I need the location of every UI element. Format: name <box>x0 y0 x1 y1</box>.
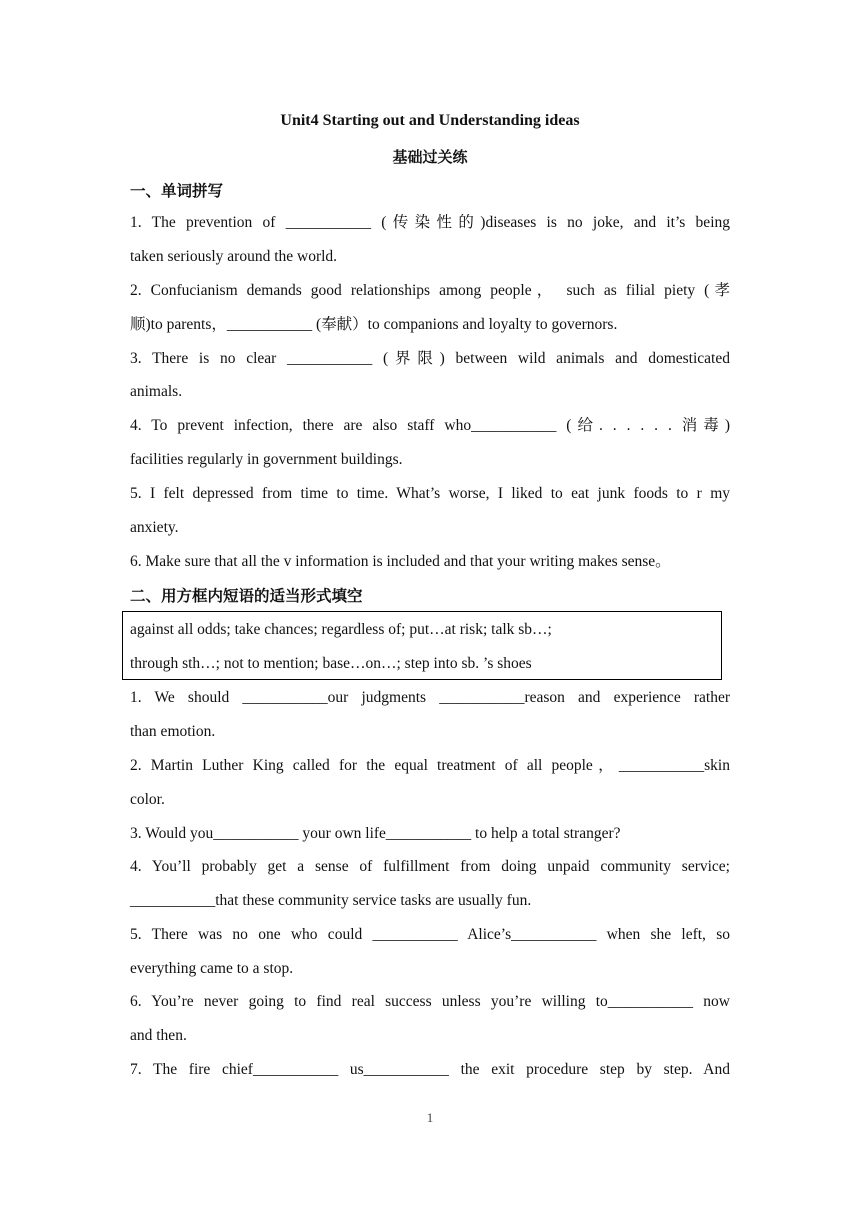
phrase-box <box>122 611 722 680</box>
section1-line: 顺)to parents，___________ (奉献）to companions and loyalty to governors. <box>130 316 618 333</box>
section2-line: ___________that these community service tasks are usually fun. <box>130 892 532 909</box>
document-subtitle: 基础过关练 <box>392 148 468 166</box>
section1-line: anxiety. <box>130 519 179 536</box>
page-number: 1 <box>426 1110 434 1125</box>
section2-line: and then. <box>130 1027 187 1044</box>
section1-line: facilities regularly in government buildings. <box>130 451 403 468</box>
section1-line: 6. Make sure that all the v information is included and that your writing makes sense。 <box>130 553 671 570</box>
phrase-box-line: through sth…; not to mention; base…on…; step into sb. ’s shoes <box>130 655 532 672</box>
section1-line: 2. Confucianism demands good relationships among people， such as filial piety (孝 <box>130 282 730 299</box>
phrase-box-line: against all odds; take chances; regardless of; put…at risk; talk sb…; <box>130 621 552 638</box>
section2-line: 4. You’ll probably get a sense of fulfillment from doing unpaid community service; <box>130 858 730 875</box>
section1-line: 1. The prevention of ___________ (传染性的)diseases is no joke, and it’s being <box>130 214 730 231</box>
section2-line: 7. The fire chief___________ us___________ the exit procedure step by step. And <box>130 1061 730 1078</box>
section2-line: color. <box>130 791 165 808</box>
section2-line: 1. We should ___________our judgments ___________reason and experience rather <box>130 689 730 706</box>
section1-heading: 一、单词拼写 <box>130 182 224 200</box>
section2-line: 2. Martin Luther King called for the equal treatment of all people，___________skin <box>130 757 730 774</box>
document-title: Unit4 Starting out and Understanding ideas <box>280 112 580 129</box>
section1-line: 4. To prevent infection, there are also staff who___________ (给. . . . . . 消毒) <box>130 417 730 434</box>
section2-heading: 二、用方框内短语的适当形式填空 <box>130 587 363 605</box>
section1-line: 3. There is no clear ___________ (界限) between wild animals and domesticated <box>130 350 730 367</box>
section1-line: 5. I felt depressed from time to time. What’s worse, I liked to eat junk foods to r my <box>130 485 730 502</box>
section2-line: 3. Would you___________ your own life___________ to help a total stranger? <box>130 825 621 842</box>
section1-line: taken seriously around the world. <box>130 248 338 265</box>
section2-line: 6. You’re never going to find real success unless you’re willing to___________ now <box>130 993 730 1010</box>
section2-line: everything came to a stop. <box>130 960 294 977</box>
section2-line: 5. There was no one who could ___________ Alice’s___________ when she left, so <box>130 926 730 943</box>
section2-line: than emotion. <box>130 723 216 740</box>
section1-line: animals. <box>130 383 183 400</box>
